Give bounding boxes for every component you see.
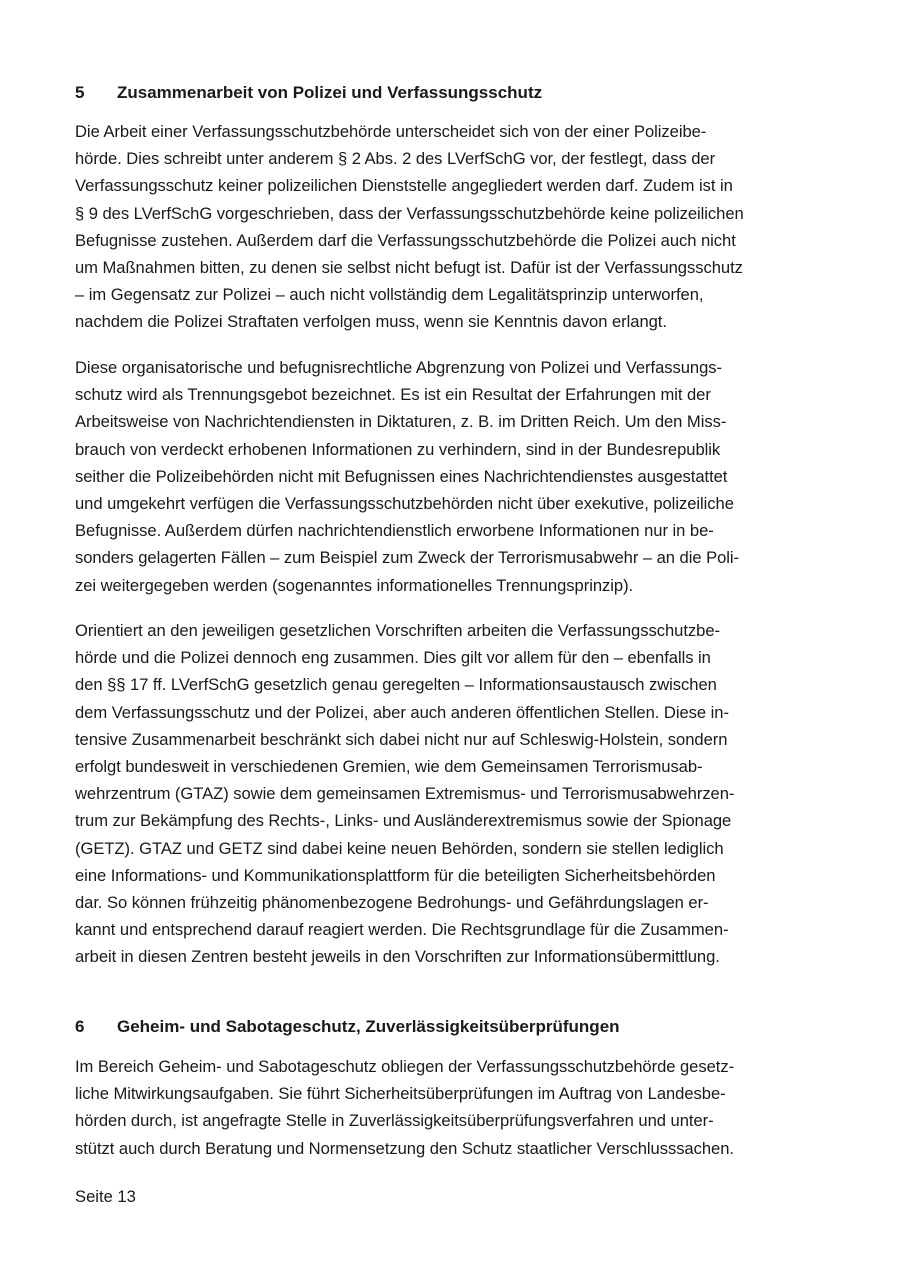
paragraph: [75, 617, 835, 971]
text-line: eine Informations- und Kommunikationsplattform für die beteiligten Sicherheitsbehörden: [75, 865, 716, 885]
text-line: und umgekehrt verfügen die Verfassungsschutzbehörden nicht über exekutive, polizeiliche: [75, 494, 734, 514]
section-title: Geheim- und Sabotageschutz, Zuverlässigkeitsüberprüfungen: [117, 1017, 620, 1036]
text-line: schutz wird als Trennungsgebot bezeichnet. Es ist ein Resultat der Erfahrungen mit der: [75, 385, 711, 405]
section-number: 6: [75, 1017, 85, 1036]
paragraph: [75, 354, 835, 599]
text-line: Befugnisse. Außerdem dürfen nachrichtendienstlich erworbene Informationen nur in be-: [75, 521, 714, 541]
section-6-heading: [75, 1015, 620, 1039]
text-line: nachdem die Polizei Straftaten verfolgen muss, wenn sie Kenntnis davon erlangt.: [75, 312, 667, 332]
section-5-heading: [75, 81, 542, 105]
text-line: Verfassungsschutz keiner polizeilichen Dienststelle angegliedert werden darf. Zudem ist in: [75, 176, 733, 196]
text-line: sonders gelagerten Fällen – zum Beispiel zum Zweck der Terrorismusabwehr – an die Poli-: [75, 548, 740, 568]
text-line: tensive Zusammenarbeit beschränkt sich dabei nicht nur auf Schleswig-Holstein, sondern: [75, 729, 728, 749]
text-line: den §§ 17 ff. LVerfSchG gesetzlich genau geregelten – Informationsaustausch zwischen: [75, 675, 717, 695]
text-line: kannt und entsprechend darauf reagiert werden. Die Rechtsgrundlage für die Zusammen-: [75, 920, 729, 940]
text-line: hörde und die Polizei dennoch eng zusammen. Dies gilt vor allem für den – ebenfalls in: [75, 648, 711, 668]
text-line: dar. So können frühzeitig phänomenbezogene Bedrohungs- und Gefährdungslagen er-: [75, 893, 709, 913]
text-line: arbeit in diesen Zentren besteht jeweils in den Vorschriften zur Informationsübermittlung.: [75, 947, 720, 967]
text-line: trum zur Bekämpfung des Rechts-, Links- und Ausländerextremismus sowie der Spionage: [75, 811, 732, 831]
text-line: dem Verfassungsschutz und der Polizei, aber auch anderen öffentlichen Stellen. Diese in-: [75, 702, 729, 722]
text-line: – im Gegensatz zur Polizei – auch nicht vollständig dem Legalitätsprinzip unterworfen,: [75, 285, 704, 305]
text-line: Die Arbeit einer Verfassungsschutzbehörde unterscheidet sich von der einer Polizeibe-: [75, 122, 707, 141]
text-line: Im Bereich Geheim- und Sabotageschutz obliegen der Verfassungsschutzbehörde gesetz-: [75, 1057, 735, 1076]
text-line: hörde. Dies schreibt unter anderem § 2 Abs. 2 des LVerfSchG vor, der festlegt, dass der: [75, 149, 716, 169]
text-line: stützt auch durch Beratung und Normensetzung den Schutz staatlicher Verschlusssachen.: [75, 1138, 734, 1158]
section-title: Zusammenarbeit von Polizei und Verfassungsschutz: [117, 83, 543, 102]
text-line: brauch von verdeckt erhobenen Informationen zu verhindern, sind in der Bundesrepublik: [75, 439, 721, 459]
page-number: Seite 13: [75, 1187, 136, 1206]
paragraph: [75, 1053, 835, 1162]
section-number: 5: [75, 83, 85, 102]
text-line: Orientiert an den jeweiligen gesetzlichen Vorschriften arbeiten die Verfassungsschutzbe-: [75, 621, 720, 640]
text-line: (GETZ). GTAZ und GETZ sind dabei keine neuen Behörden, sondern sie stellen lediglich: [75, 838, 724, 858]
text-line: wehrzentrum (GTAZ) sowie dem gemeinsamen Extremismus- und Terrorismusabwehrzen-: [75, 784, 735, 804]
text-line: § 9 des LVerfSchG vorgeschrieben, dass der Verfassungsschutzbehörde keine polizeilichen: [75, 203, 744, 223]
text-line: Befugnisse zustehen. Außerdem darf die Verfassungsschutzbehörde die Polizei auch nicht: [75, 230, 736, 250]
text-line: um Maßnahmen bitten, zu denen sie selbst nicht befugt ist. Dafür ist der Verfassungsschutz: [75, 258, 743, 278]
text-line: liche Mitwirkungsaufgaben. Sie führt Sicherheitsüberprüfungen im Auftrag von Landesbe-: [75, 1084, 726, 1104]
text-line: Diese organisatorische und befugnisrechtliche Abgrenzung von Polizei und Verfassungs-: [75, 358, 722, 377]
paragraph: [75, 118, 835, 336]
text-line: zei weitergegeben werden (sogenanntes informationelles Trennungsprinzip).: [75, 575, 634, 595]
text-line: hörden durch, ist angefragte Stelle in Zuverlässigkeitsüberprüfungsverfahren und unter-: [75, 1111, 714, 1131]
text-line: seither die Polizeibehörden nicht mit Befugnissen eines Nachrichtendienstes ausgestattet: [75, 466, 728, 486]
text-line: Arbeitsweise von Nachrichtendiensten in Diktaturen, z. B. im Dritten Reich. Um den Miss-: [75, 412, 727, 432]
text-line: erfolgt bundesweit in verschiedenen Gremien, wie dem Gemeinsamen Terrorismusab-: [75, 757, 703, 777]
